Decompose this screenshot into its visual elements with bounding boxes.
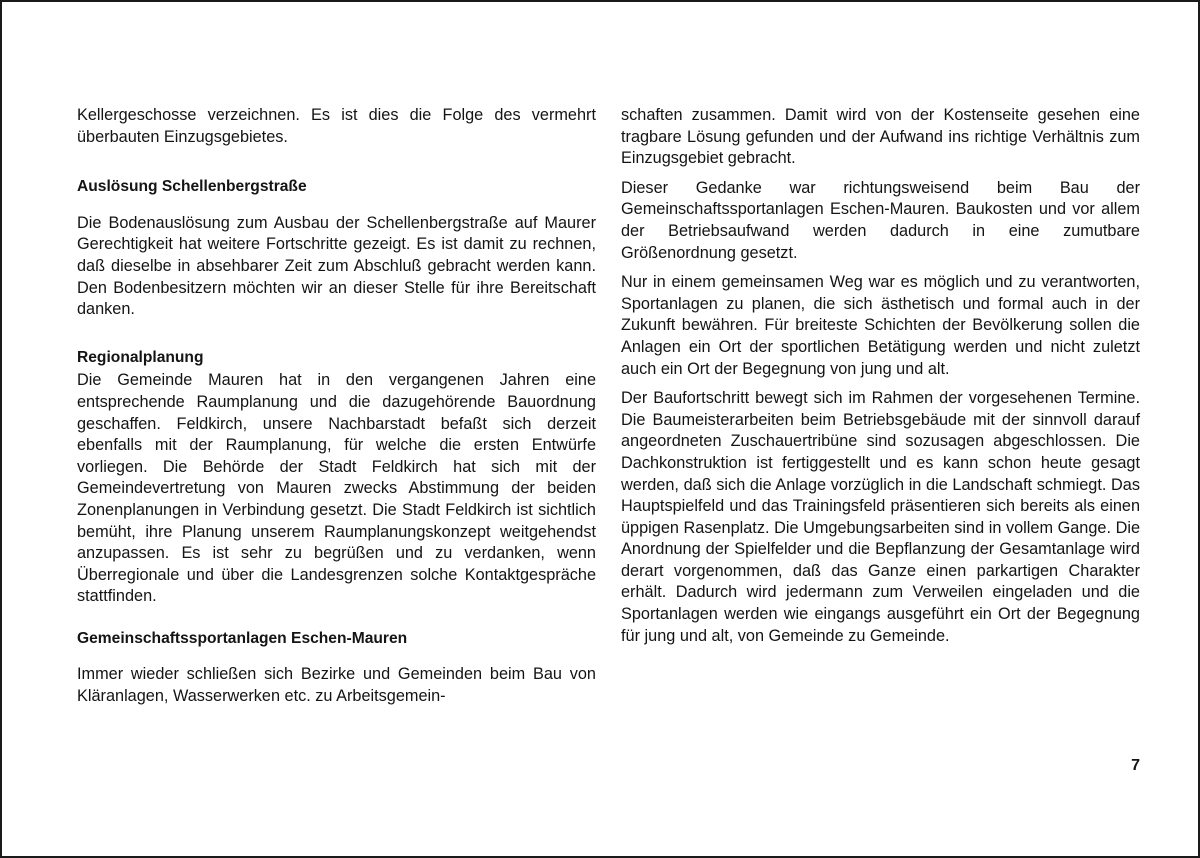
- paragraph-gemeinsamer-weg: Nur in einem gemeinsamen Weg war es möglich und zu verantworten, Sportanlagen zu planen, die sich ästhetisch und formal auch in der Zukunft bewähren. Für breiteste Schichten der Bevölkerung sollen die Anlagen ein Ort der sportlichen Betätigung werden und nicht zuletzt auch ein Ort der Begegnung von jung und alt.: [621, 273, 1140, 378]
- paragraph-regionalplanung: Die Gemeinde Mauren hat in den vergangenen Jahren eine entsprechende Raumplanung und die dazugehörende Bauordnung geschaffen. Feldkirch, unsere Nachbarstadt befaßt sich derzeit ebenfalls mit der Raumplanung, für welche die ersten Entwürfe vorliegen. Die Behörde der Stadt Feldkirch hat sich mit der Gemeindevertretung von Mauren zwecks Abstimmung der beiden Zonenplanungen in Verbindung gesetzt. Die Stadt Feldkirch ist sichtlich bemüht, ihre Planung unserem Raumplanungskonzept weitgehendst anzupassen. Es ist sehr zu begrüßen und zu verdanken, wenn Überregionale und über die Landesgrenzen solche Kontaktgespräche stattfinden.: [77, 371, 596, 606]
- paragraph-bodenauslosung: Die Bodenauslösung zum Ausbau der Schellenbergstraße auf Maurer Gerechtigkeit hat weitere Fortschritte gezeigt. Es ist damit zu rechnen, daß dieselbe in absehbarer Zeit zum Abschluß gebracht werden kann. Den Bodenbesitzern möchten wir an dieser Stelle für ihre Bereitschaft danken.: [77, 213, 596, 319]
- paragraph-immer-wieder: Immer wieder schließen sich Bezirke und Gemeinden beim Bau von Kläranlagen, Wasserwerken etc. zu Arbeitsgemein-: [77, 665, 596, 706]
- paragraph-keller: Kellergeschosse verzeichnen. Es ist dies die Folge des vermehrt überbauten Einzugsgebietes.: [77, 106, 596, 146]
- paragraph-gedanke: Dieser Gedanke war richtungsweisend beim Bau der Gemeinschaftssportanlagen Eschen-Mauren. Baukosten und vor allem der Betriebsaufwand werden dadurch in eine zumutbare Größenordnung gesetzt.: [621, 178, 1140, 262]
- left-column: [77, 105, 596, 708]
- page-number: 7: [1131, 757, 1140, 774]
- heading-gemeinschaftssportanlagen: Gemeinschaftssportanlagen Eschen-Mauren: [77, 629, 408, 647]
- paragraph-baufortschritt: Der Baufortschritt bewegt sich im Rahmen der vorgesehenen Termine. Die Baumeisterarbeiten beim Betriebsgebäude mit der sinnvoll darauf angeordneten Zuschauertribüne sind sozusagen abgeschlossen. Die Dachkonstruktion ist fertiggestellt und es kann schon heute gesagt werden, daß sich die Anlage vorzüglich in die Landschaft schmiegt. Das Hauptspielfeld und das Trainingsfeld präsentieren sich bereits als einen üppigen Rasenplatz. Die Umgebungsarbeiten sind in vollem Gange. Die Anordnung der Spielfelder und die Bepflanzung der Gesamtanlage wird derart vorgenommen, daß das Ganze einen parkartigen Charakter erhält. Dadurch wird jedermann zum Verweilen eingeladen und die Sportanlagen werden wie eingangs ausgeführt ein Ort der Begegnung für jung und alt, von Gemeinde zu Gemeinde.: [621, 389, 1140, 645]
- heading-regionalplanung: Regionalplanung: [77, 348, 204, 366]
- right-column: [621, 105, 1140, 647]
- heading-auslosung: Auslösung Schellenbergstraße: [77, 178, 307, 196]
- paragraph-schaften: schaften zusammen. Damit wird von der Kostenseite gesehen eine tragbare Lösung gefunden und der Aufwand ins richtige Verhältnis zum Einzugsgebiet gebracht.: [621, 106, 1140, 168]
